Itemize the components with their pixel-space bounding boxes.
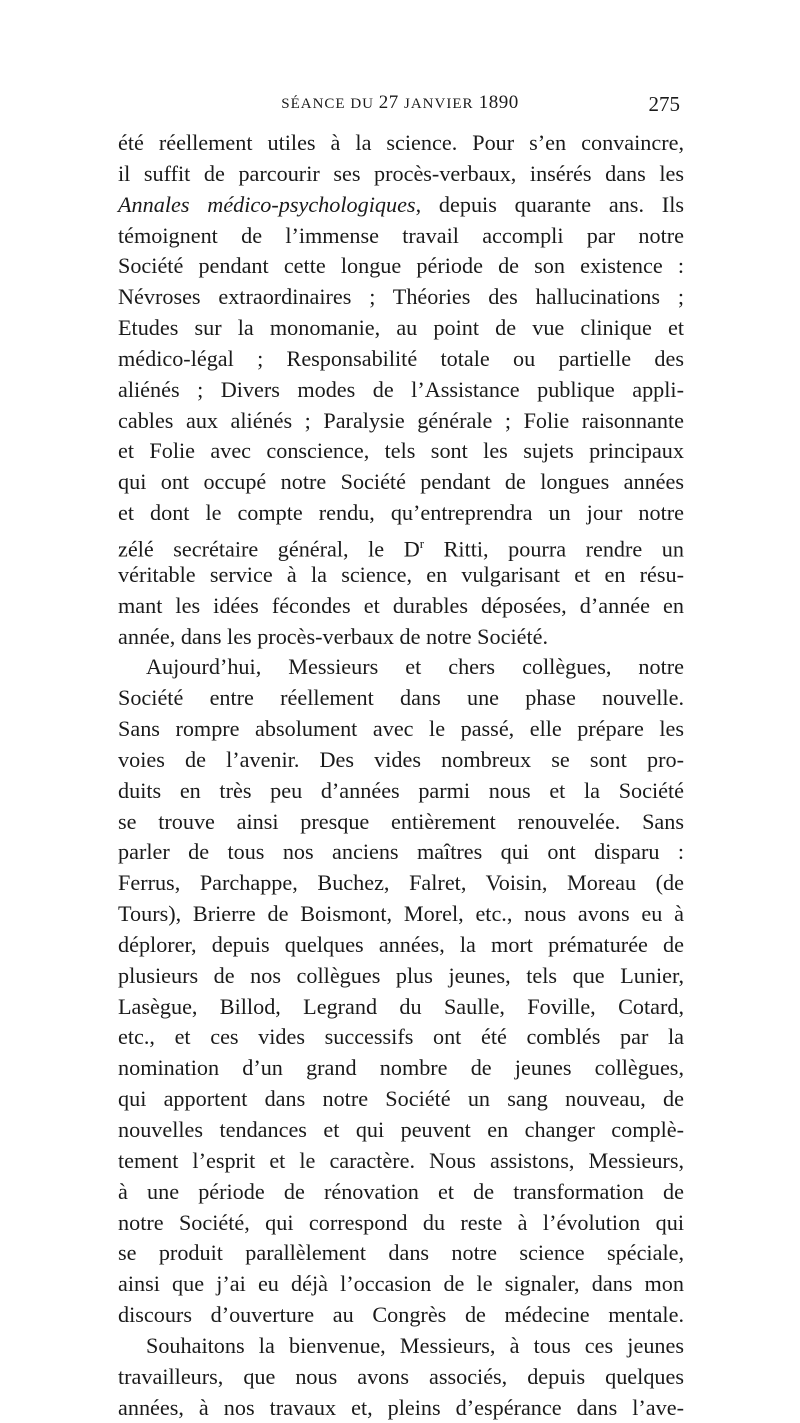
text-segment: véritable service à la science, en vulgarisant et en résu- — [118, 561, 684, 587]
text-line — [118, 837, 684, 868]
text-line — [118, 899, 684, 930]
text-line — [118, 560, 684, 591]
text-line — [118, 251, 684, 282]
text-segment: Névroses extraordinaires ; Théories des hallucinations ; — [118, 284, 684, 310]
text-segment: notre Société, qui correspond du reste à l’évolution qui — [118, 1209, 684, 1235]
text-segment: année, dans les procès-verbaux de notre Société. — [118, 623, 549, 649]
text-line — [118, 1300, 684, 1331]
text-segment: ainsi que j’ai eu déjà l’occasion de le signaler, dans mon — [118, 1271, 684, 1297]
body-text — [118, 128, 684, 1423]
text-segment: Aujourd’hui, Messieurs et chers collègues, notre — [146, 654, 684, 680]
text-line — [118, 1053, 684, 1084]
text-segment: voies de l’avenir. Des vides nombreux se sont pro- — [118, 746, 684, 772]
text-line — [118, 406, 684, 437]
text-segment: médico-légal ; Responsabilité totale ou partielle des — [118, 345, 684, 371]
text-line — [118, 190, 684, 221]
text-segment: témoignent de l’immense travail accompli par notre — [118, 222, 684, 248]
text-segment: nomination d’un grand nombre de jeunes collègues, — [118, 1055, 684, 1081]
text-segment: parler de tous nos anciens maîtres qui ont disparu : — [118, 839, 684, 865]
running-title-day: 27 — [378, 92, 399, 113]
text-segment: été réellement utiles à la science. Pour s’en convaincre, — [118, 130, 684, 155]
text-line — [118, 961, 684, 992]
text-line — [118, 1238, 684, 1269]
text-line — [118, 930, 684, 961]
text-segment: , depuis quarante ans. Ils — [415, 191, 684, 217]
superscript: r — [419, 535, 425, 551]
journal-title-italic: Annales médico-psychologiques — [118, 191, 416, 217]
text-line-paragraph-start — [118, 1331, 684, 1362]
text-line — [118, 436, 684, 467]
running-title — [120, 92, 680, 114]
running-title-du: DU — [345, 96, 379, 112]
text-segment: se trouve ainsi presque entièrement renouvelée. Sans — [118, 808, 684, 834]
text-line-paragraph-end — [118, 622, 684, 653]
text-segment: mant les idées fécondes et durables déposées, d’année en — [118, 592, 684, 618]
running-title-month: JANVIER — [404, 96, 474, 112]
text-segment: qui apportent dans notre Société un sang nouveau, de — [118, 1086, 684, 1112]
text-segment: aliénés ; Divers modes de l’Assistance publique appli- — [118, 376, 684, 402]
text-line — [118, 1115, 684, 1146]
text-segment: années, à nos travaux et, pleins d’espérance dans l’ave- — [118, 1394, 684, 1420]
text-segment: Ferrus, Parchappe, Buchez, Falret, Voisin, Moreau (de — [118, 870, 684, 896]
text-line — [118, 1022, 684, 1053]
text-segment: plusieurs de nos collègues plus jeunes, tels que Lunier, — [118, 962, 684, 988]
text-segment: Etudes sur la monomanie, au point de vue clinique et — [118, 315, 684, 341]
text-line — [118, 1146, 684, 1177]
text-segment: Tours), Brierre de Boismont, Morel, etc., nous avons eu à — [118, 901, 684, 927]
text-segment: Lasègue, Billod, Legrand du Saulle, Foville, Cotard, — [118, 993, 684, 1019]
text-segment: se produit parallèlement dans notre science spéciale, — [118, 1240, 684, 1266]
text-line — [118, 1208, 684, 1239]
text-segment: cables aux aliénés ; Paralysie générale ; Folie raisonnante — [118, 407, 684, 433]
text-line — [118, 745, 684, 776]
text-line — [118, 159, 684, 190]
text-line — [118, 529, 684, 560]
text-segment: zélé secrétaire général, le D — [118, 536, 420, 562]
text-segment: travailleurs, que nous avons associés, depuis quelques — [118, 1363, 684, 1389]
text-line — [118, 868, 684, 899]
page-number: 275 — [648, 92, 680, 116]
text-line — [118, 498, 684, 529]
text-segment: Sans rompre absolument avec le passé, elle prépare les — [118, 716, 684, 742]
running-title-year: 1890 — [473, 92, 519, 113]
text-segment: duits en très peu d’années parmi nous et la Société — [118, 777, 684, 803]
text-line — [118, 1177, 684, 1208]
text-segment: à une période de rénovation et de transformation de — [118, 1178, 684, 1204]
text-line — [118, 375, 684, 406]
text-line — [118, 807, 684, 838]
text-line-paragraph-start — [118, 652, 684, 683]
text-segment: etc., et ces vides successifs ont été comblés par la — [118, 1024, 684, 1050]
text-line — [118, 467, 684, 498]
text-line — [118, 1362, 684, 1393]
text-line — [118, 591, 684, 622]
text-line — [118, 128, 684, 159]
text-segment: il suffit de parcourir ses procès-verbaux, insérés dans les — [118, 160, 684, 186]
text-line — [118, 683, 684, 714]
text-line — [118, 776, 684, 807]
running-title-seance: SÉANCE — [281, 96, 346, 112]
text-line — [118, 221, 684, 252]
text-segment: et Folie avec conscience, tels sont les sujets principaux — [118, 438, 684, 464]
text-segment: Souhaitons la bienvenue, Messieurs, à tous ces jeunes — [146, 1332, 684, 1358]
text-line — [118, 714, 684, 745]
text-segment: tement l’esprit et le caractère. Nous assistons, Messieurs, — [118, 1147, 684, 1173]
text-segment: Société pendant cette longue période de son existence : — [118, 253, 684, 279]
text-segment: nouvelles tendances et qui peuvent en changer complè- — [118, 1117, 684, 1142]
text-line — [118, 1269, 684, 1300]
text-segment: Société entre réellement dans une phase nouvelle. — [118, 685, 684, 711]
text-segment: déplorer, depuis quelques années, la mort prématurée de — [118, 931, 684, 957]
text-segment: Ritti, pourra rendre un — [424, 536, 684, 562]
text-line — [118, 992, 684, 1023]
text-line — [118, 313, 684, 344]
running-head — [120, 92, 680, 122]
text-segment: discours d’ouverture au Congrès de médecine mentale. — [118, 1302, 684, 1328]
text-segment: qui ont occupé notre Société pendant de longues années — [118, 469, 684, 495]
text-line — [118, 1084, 684, 1115]
text-line — [118, 282, 684, 313]
text-line — [118, 344, 684, 375]
text-line — [118, 1393, 684, 1423]
text-segment: et dont le compte rendu, qu’entreprendra un jour notre — [118, 500, 684, 526]
